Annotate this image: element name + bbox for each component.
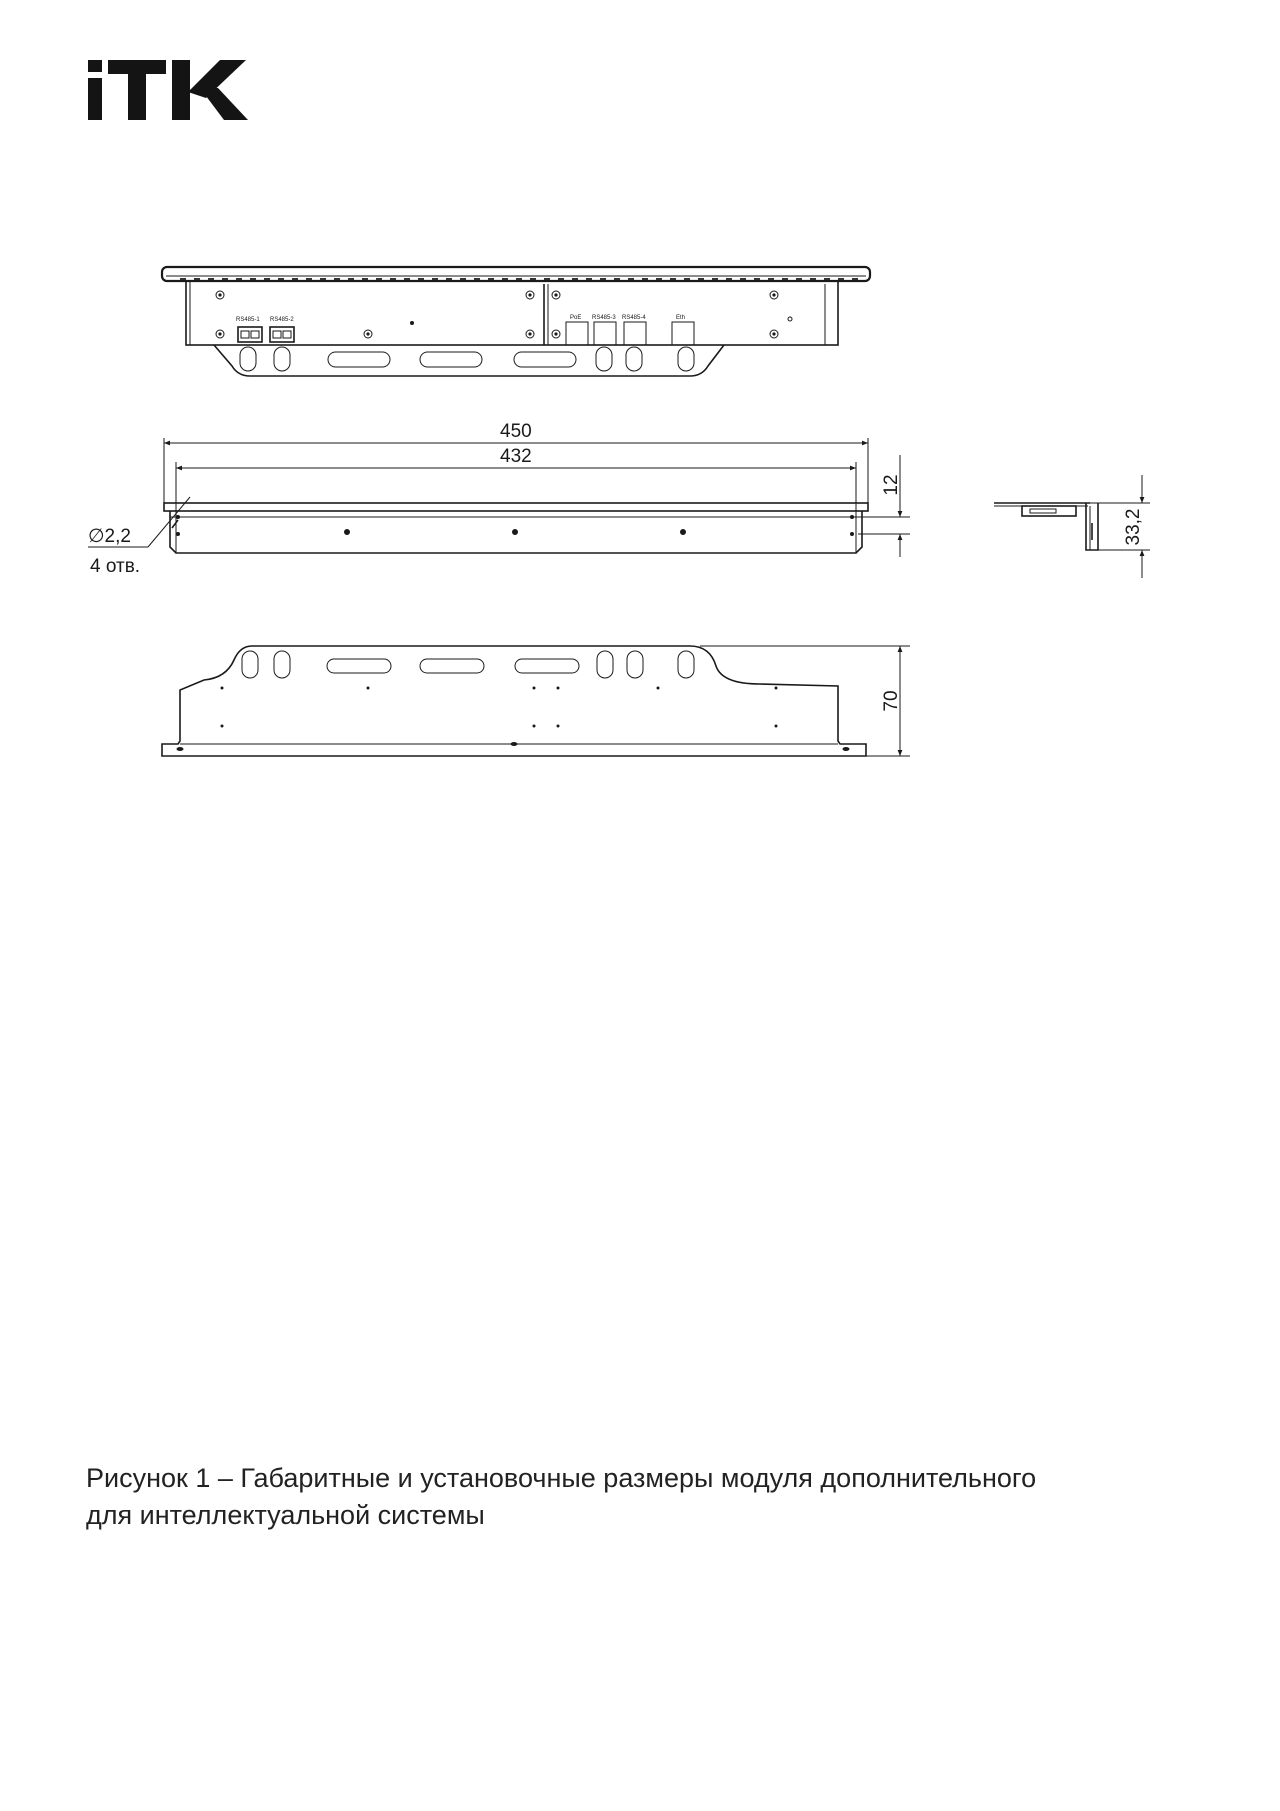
port-label: RS485-2	[270, 317, 294, 323]
figure-caption	[86, 1460, 1206, 1534]
dim-height-33-2: 33,2	[1123, 508, 1144, 546]
port-label: Eth	[676, 315, 686, 321]
front-view	[162, 267, 870, 376]
dim-width-450: 450	[500, 421, 532, 442]
hole-count: 4 отв.	[90, 556, 141, 577]
port-label: RS485-1	[236, 317, 260, 323]
side-view	[994, 475, 1150, 578]
dim-height-70: 70	[881, 690, 902, 712]
bottom-view	[162, 646, 910, 756]
top-view	[88, 421, 910, 577]
dim-height-12: 12	[881, 474, 902, 496]
hole-diameter: ∅2,2	[88, 526, 131, 547]
port-label: RS485-4	[622, 315, 646, 321]
caption-line-1: Рисунок 1 – Габаритные и установочные размеры модуля дополнительного	[86, 1463, 1037, 1493]
technical-drawing	[0, 0, 1280, 800]
caption-line-2: для интеллектуальной системы	[86, 1500, 485, 1530]
dim-width-432: 432	[500, 446, 532, 467]
port-label: PoE	[570, 315, 582, 321]
port-label: RS485-3	[592, 315, 616, 321]
